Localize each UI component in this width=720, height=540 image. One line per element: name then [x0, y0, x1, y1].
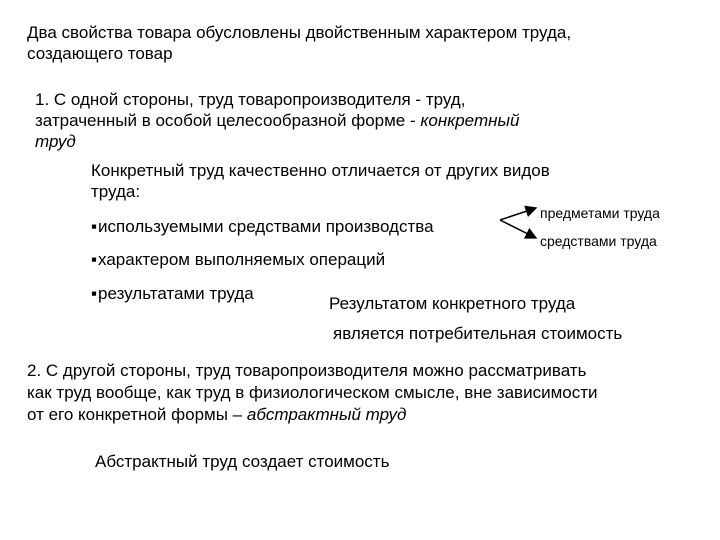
concrete-line-1: Конкретный труд качественно отличается от других видов	[91, 161, 550, 180]
arrow-to-means	[500, 220, 536, 238]
arrow-to-objects	[500, 208, 536, 220]
point2-line-3	[27, 404, 406, 425]
intro-line-2: создающего товар	[27, 44, 173, 63]
bullet-operations: ▪ характером выполняемых операций	[91, 249, 385, 270]
point2-abstract-term: абстрактный труд	[246, 405, 407, 424]
point2-line-3-text: от его конкретной формы –	[27, 405, 247, 424]
result-line-1: Результатом конкретного труда	[329, 294, 576, 313]
bullet-results: ▪ результатами труда	[91, 283, 254, 304]
point1-line-1: 1. С одной стороны, труд товаропроизводителя - труд,	[35, 90, 466, 109]
point1-line-2-text: затраченный в особой целесообразной форме -	[35, 111, 421, 130]
branch-means-of-labour: средствами труда	[540, 233, 657, 249]
result-line-2: является потребительная стоимость	[333, 324, 623, 343]
point2-line-2: как труд вообще, как труд в физиологическом смысле, вне зависимости	[27, 383, 598, 402]
abstract-statement: Абстрактный труд создает стоимость	[95, 452, 390, 471]
point1-line-2	[35, 110, 519, 131]
concrete-line-2: труда:	[91, 182, 141, 201]
intro-line-1: Два свойства товара обусловлены двойственным характером труда,	[27, 23, 572, 42]
bullet-means-of-production: ▪ используемыми средствами производства	[91, 216, 434, 237]
point2-line-1: 2. С другой стороны, труд товаропроизводителя можно рассматривать	[27, 361, 587, 380]
point1-concrete-term: конкретный	[420, 111, 520, 130]
branch-objects-of-labour: предметами труда	[540, 205, 660, 221]
point1-line-3: труд	[35, 132, 76, 151]
